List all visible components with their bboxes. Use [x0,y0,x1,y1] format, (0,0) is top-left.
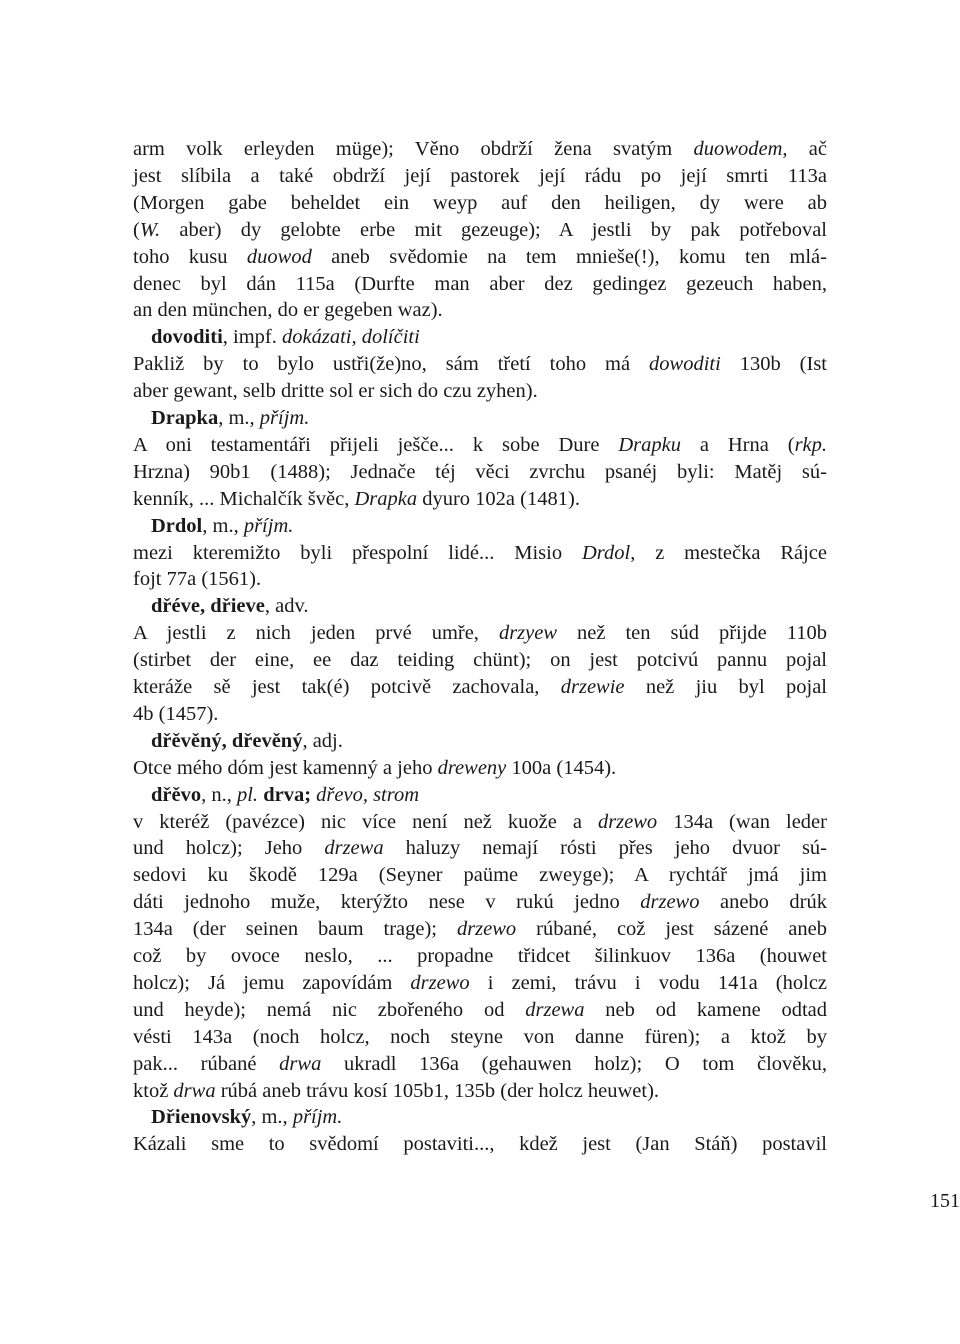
text-segment: ukradl 136a (gehauwen holz); O tom člověku, [321,1052,827,1075]
text-line [133,297,827,324]
text-segment: dyuro 102a (1481). [417,487,580,510]
text-segment: und holcz); Jeho [133,837,325,860]
text-segment: anebo drúk [699,891,828,914]
text-segment: i zemi, trávu i vodu 141a (holcz [469,971,828,994]
italic-text: dowoditi [649,353,721,376]
text-segment: denec byl dán 115a (Durfte man aber dez gedingez gezeuch haben, [133,272,827,295]
text-line [133,1051,827,1078]
text-line [133,755,827,782]
text-segment: , impf. [222,326,282,349]
text-segment: , z mestečka Rájce [630,541,827,564]
text-line [133,809,827,836]
text-segment: rúbá aneb trávu kosí 105b1, 135b (der holcz heuwet). [215,1079,660,1102]
page-number: 151 [930,1190,960,1212]
italic-text: drzewie [560,676,625,698]
text-line [133,566,827,593]
text-line [133,997,827,1024]
text-segment: aber gewant, selb dritte sol er sich do czu zyhen). [133,380,538,403]
italic-text: drzyew [498,622,558,645]
italic-text: drzewo [640,891,700,914]
text-line [133,620,827,647]
text-segment: , adv. [264,595,309,618]
text-segment: kteráže sě jest tak(é) potcivě zachovala, [133,676,561,698]
text-line [133,701,827,728]
text-segment: haluzy nemají rósti přes jeho dvuor sú- [383,837,827,860]
text-segment: , ač [782,138,827,160]
entry-headword-line [133,1104,827,1131]
entry-headword-line [133,513,827,540]
text-segment: 4b (1457). [133,702,219,725]
italic-text: Drapku [618,433,681,456]
text-line [133,674,827,701]
text-line [133,943,827,970]
text-segment: což by ovoce neslo, ... propadne třidcet šilinkuov 136a (houwet [133,945,827,967]
italic-text: drzewa [324,837,384,860]
text-segment: vésti 143a (noch holcz, noch steyne von danne füren); a ktož by [133,1025,827,1048]
text-line [133,459,827,486]
text-line [133,136,827,163]
text-line [133,244,827,271]
text-segment: mezi kteremižto byli přespolní lidé... Misio [133,541,582,564]
italic-text: příjm. [259,407,310,429]
headword: drva; [263,783,312,806]
headword: dřéve, dřieve [151,595,265,618]
text-segment: než jiu byl pojal [624,676,827,698]
text-segment: ktož [133,1079,174,1102]
text-segment: jest slíbila a také obdrží její pastorek její rádu po její smrti 113a [133,164,827,187]
text-line [133,217,827,244]
entry-headword-line [133,593,827,620]
italic-text: rkp. [794,433,828,456]
text-segment: und heyde); nemá nic zbořeného od [133,998,526,1021]
text-segment: než ten súd přijde 110b [557,622,827,645]
italic-text: příjm. [292,1106,343,1129]
text-line [133,916,827,943]
text-segment: sedovi ku škodě 129a (Seyner paüme zweyge); A rychtář jmá jim [133,864,827,887]
text-line [133,190,827,217]
text-segment: fojt 77a (1561). [133,568,262,591]
text-line [133,378,827,405]
text-line [133,862,827,889]
text-line [133,647,827,674]
text-segment: holcz); Já jemu zapovídám [133,971,411,994]
text-line [133,540,827,567]
italic-text: dřevo, strom [316,783,420,806]
italic-text: drzewa [525,998,585,1021]
text-line [133,889,827,916]
text-segment: 130b (Ist [720,353,828,376]
italic-text: drzewo [456,918,517,941]
italic-text: dreweny [437,756,507,779]
text-segment: dáti jednoho muže, kterýžto nese v rukú jedno [133,891,641,914]
italic-text: pl. [236,783,259,806]
text-segment: arm volk erleyden müge); Věno obdrží žena svatým [133,138,694,160]
italic-text: Drdol [581,541,631,564]
text-segment: Hrzna) 90b1 (1488); Jednače téj věci zvrchu psanéj byli: Matěj sú- [133,460,827,483]
text-line [133,970,827,997]
entry-headword-line [133,782,827,809]
headword: Drdol [151,514,203,537]
italic-text: duowod [246,245,312,268]
text-segment: aber) dy gelobte erbe mit gezeuge); A jestli by pak potřeboval [160,218,827,241]
text-segment: 134a (wan leder [657,810,827,833]
text-line [133,1078,827,1105]
text-segment: A oni testamentáři přijeli ješče... k sobe Dure [133,433,619,456]
headword: dřěvo [151,783,202,806]
headword: Dřienovský [151,1106,252,1129]
text-segment: toho kusu [133,245,247,268]
text-line [133,163,827,190]
text-line [133,432,827,459]
text-segment: , n., [201,783,237,806]
text-line [133,835,827,862]
italic-text: dokázati, dolíčiti [282,326,420,349]
text-segment: rúbané, což jest sázené aneb [516,918,828,941]
text-segment: a Hrna ( [680,433,795,456]
text-segment: Otce mého dóm jest kamenný a jeho [133,756,438,779]
text-line [133,351,827,378]
text-segment: aneb svědomie na tem mnieše(!), komu ten mlá- [311,245,827,268]
text-segment: 134a (der seinen baum trage); [133,918,457,941]
italic-text: drzewo [410,971,470,994]
italic-text: drzewo [597,810,658,833]
text-segment: kenník, ... Michalčík švěc, [133,487,355,510]
text-line [133,271,827,298]
italic-text: W. [139,218,161,241]
italic-text: drwa [173,1079,216,1102]
text-segment: (stirbet der eine, ee daz teiding chünt); on jest potcivú pannu pojal [133,649,827,672]
text-segment: 100a (1454). [506,756,617,779]
text-segment: , m., [218,407,260,429]
text-line [133,486,827,513]
text-segment: , m., [251,1106,293,1129]
text-segment: A jestli z nich jeden prvé umře, [133,622,499,645]
text-segment: Kázali sme to svědomí postaviti..., kdež jest (Jan Stáň) postavil [133,1133,827,1156]
italic-text: duowodem [693,138,783,160]
text-segment: Pakliž by to bylo ustři(že)no, sám třetí toho má [133,353,650,376]
text-segment: (Morgen gabe beheldet ein weyp auf den heiligen, dy were ab [133,191,827,214]
text-line [133,1131,827,1158]
text-segment: pak... rúbané [133,1052,280,1075]
headword: dovoditi [151,326,223,349]
entry-headword-line [133,324,827,351]
entry-headword-line [133,405,827,432]
italic-text: Drapka [354,487,418,510]
text-segment: ( [133,218,140,241]
text-segment: , m., [202,514,244,537]
italic-text: příjm. [243,514,294,537]
text-line [133,1024,827,1051]
headword: dřěvěný, dřevěný [151,729,303,752]
entry-headword-line [133,728,827,755]
italic-text: drwa [279,1052,322,1075]
text-segment: neb od kamene odtad [584,998,828,1021]
text-segment: an den münchen, do er gegeben waz). [133,299,443,322]
text-segment: v kteréž (pavézce) nic více není než kuože a [133,810,598,833]
text-segment: , adj. [302,729,343,752]
headword: Drapka [151,407,219,429]
